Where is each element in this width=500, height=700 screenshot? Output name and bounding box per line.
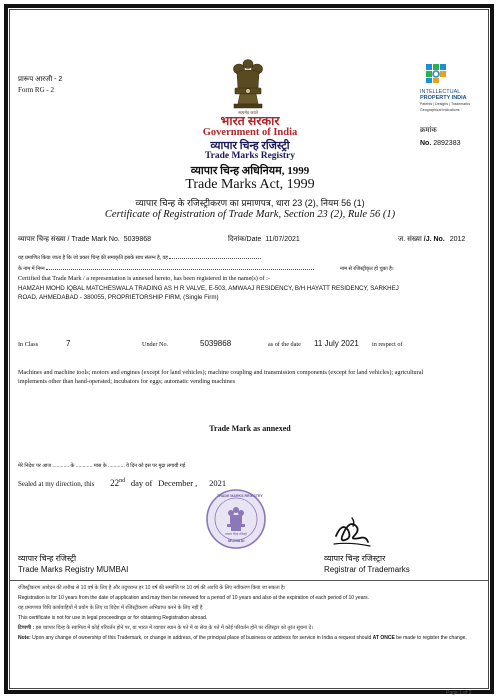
- proprietor-line1: HAMZAH MOHD IQBAL MATCHESWALA TRADING AS H R VALVE, E-503, AMWAAJ RESIDENCY, B/H HAYATT RESIDENCY, SARKHEJ: [18, 285, 399, 292]
- footer-en3-text-b: be made to register the change.: [396, 635, 467, 641]
- header-hindi-cert: व्यापार चिन्ह के रजिस्ट्रीकरण का प्रमाणपत्र, धारा 23 (2), नियम 56 (1): [135, 198, 365, 208]
- serial-label-hindi: क्रमांक: [420, 127, 437, 134]
- respect-label: in respect of: [372, 341, 403, 348]
- left-sign-hindi: व्यापार चिन्ह रजिस्ट्री: [18, 554, 77, 563]
- sealed-day-value: 22: [110, 478, 120, 488]
- trade-mark-number-row: [18, 235, 151, 244]
- journal-label: /J. No.: [423, 236, 445, 243]
- under-no-value: 5039868: [200, 339, 232, 348]
- header-govt: Government of India: [202, 127, 298, 138]
- in-class-label: In Class: [18, 341, 39, 348]
- date-label: /Date: [244, 236, 262, 243]
- sealed-day-of: day of: [130, 478, 153, 488]
- trade-mark-annexed: Trade Mark as annexed: [209, 424, 291, 433]
- footer-en2: This certificate is not for use in legal proceedings or for obtaining Registration abroad.: [18, 615, 208, 621]
- registrar-signature-icon: [330, 512, 374, 550]
- footer-en3: [18, 635, 467, 641]
- goods-line1: Machines and machine tools; motors and engines (except for land vehicles); machine coupling and transmission components (except for land vehicles); agricultural: [18, 369, 424, 376]
- header-cert: Certificate of Registration of Trade Mark, Section 23 (2), Rule 56 (1): [104, 209, 396, 220]
- date-row: [228, 235, 300, 244]
- serial-value: 2892383: [433, 140, 461, 147]
- ip-logo-line1: INTELLECTUAL: [420, 89, 461, 95]
- sealed-row: [18, 478, 226, 488]
- seal-top-text: TRADE MARKS REGISTRY: [217, 494, 263, 498]
- body-hindi-line2: [18, 266, 314, 272]
- sealed-hindi: मेरे निदेश पर आज ............ के ............ मास के ............ वे दिन को इस पर मुद्रा लगायी गई: [18, 463, 186, 469]
- body-hindi-line1: [18, 255, 261, 261]
- footer-en3-bold: AT ONCE: [372, 635, 395, 641]
- body-hindi-line2-text: के नाम में निम्न: [18, 266, 45, 272]
- date-hindi: दिनांक: [228, 236, 245, 243]
- serial-number: [420, 140, 461, 147]
- header-registry: Trade Marks Registry: [204, 151, 296, 161]
- footer-en3-text-a: Upon any change of ownership of this Trademark, or change in address, of the principal place of business or address for service in India a request should: [32, 635, 372, 641]
- ip-logo-line3: Patents | Designs | Trademarks: [420, 102, 471, 106]
- seal-bottom-text: MUMBAI: [228, 538, 245, 543]
- header-hindi-govt: भारत सरकार: [220, 114, 280, 128]
- sealed-text: Sealed at my direction, this: [18, 480, 95, 488]
- ip-india-mark-icon: [412, 62, 482, 84]
- journal-value: 2012: [449, 236, 466, 243]
- footer-hindi2: यह प्रमाणपत्र विधि कार्यवाहियों में प्रयोग के लिए या विदेश में रजिस्ट्रीकरण अभिप्राप्त करने के लिए नहीं है: [18, 605, 203, 611]
- right-sign-hindi: व्यापार चिन्ह रजिस्ट्रार: [324, 554, 386, 563]
- header-act: Trade Marks Act, 1999: [185, 177, 315, 192]
- form-label: Form RG - 2: [18, 86, 54, 94]
- sealed-day-suffix: nd: [119, 478, 126, 484]
- ip-logo-line2: PROPERTY INDIA: [420, 95, 467, 101]
- tm-no-hindi: व्यापार चिन्ह संख्या: [18, 236, 66, 243]
- sealed-day: [110, 478, 125, 488]
- tm-no-value: 5039868: [123, 236, 152, 243]
- class-value: 7: [66, 339, 71, 348]
- as-of-label: as of the date: [268, 341, 301, 348]
- svg-text:सत्यमेव जयते: सत्यमेव जयते: [238, 110, 258, 115]
- serial-label: No.: [420, 140, 432, 147]
- footer-en3-label: Note:: [18, 635, 31, 641]
- footer-en1: Registration is for 10 years from the date of application and may then be renewed for a period of 10 years and also at the expiration of each period of 10 years.: [18, 595, 370, 601]
- page-mark: Page 1 of 2: [446, 690, 472, 696]
- left-sign: Trade Marks Registry MUMBAI: [18, 565, 129, 574]
- tm-no-label: / Trade Mark No.: [67, 236, 120, 243]
- certified-text: Certified that Trade Mark / a representation is annexed hereto, has been registered in the name(s) of :-: [18, 275, 270, 282]
- footer-rule: [10, 580, 488, 581]
- footer-hindi3-label: टिप्पणी :: [18, 625, 35, 631]
- journal-hindi: ज. संख्या: [398, 236, 422, 243]
- right-sign: Registrar of Trademarks: [324, 565, 410, 574]
- body-hindi-line1-end: नाम से रजिस्ट्रीकृत हो चुका है।: [340, 266, 394, 272]
- ip-logo-line4: Geographical Indications: [420, 108, 460, 112]
- as-of-date: 11 July 2021: [314, 339, 359, 348]
- ip-india-logo: [412, 62, 482, 112]
- goods-line2: implements other than hand-operated; incubators for eggs; automatic vending machines: [18, 378, 236, 385]
- sealed-year: 2021: [209, 478, 227, 488]
- sealed-month: December ,: [158, 478, 198, 488]
- journal-row: [398, 235, 465, 244]
- proprietor-line2: ROAD, AHMEDABAD - 380055, PROPRIETORSHIP FIRM, (Single Firm): [18, 294, 219, 301]
- form-label-hindi: प्रारूप आरजी - 2: [18, 76, 63, 83]
- footer-hindi3-text: इस व्यापार चिन्ह के स्वामित्व में कोई परिवर्तन होने पर, या भारत में व्यापार स्थान के पते में या सेवा के पते में कोई परिवर्तन होने पर रजिस्ट्रार को तुरंत सूचना दें।: [35, 625, 314, 631]
- body-hindi-line1-start: यह प्रमाणित किया जाता है कि जो प्रकार चिन्ह की समाकृति इसके साथ संलग्न है, वह: [18, 255, 168, 261]
- seal-hindi-text: व्यापार चिन्ह रजिस्ट्री: [225, 532, 247, 536]
- header-hindi-act: व्यापार चिन्ह अधिनियम, 1999: [190, 165, 310, 177]
- national-emblem-icon: [228, 58, 268, 116]
- footer-hindi3: [18, 625, 313, 631]
- under-no-label: Under No.: [142, 341, 169, 348]
- header-hindi-registry: व्यापार चिन्ह रजिस्ट्री: [210, 140, 290, 152]
- date-value: 11/07/2021: [265, 236, 300, 243]
- footer-hindi1: रजिस्ट्रीकरण आवेदन की तारीख से 10 वर्ष के लिए है और तदुपरान्त हर 10 वर्ष की समाप्ति पर 10 वर्ष की अवधि के लिए नवीकरण किया जा सकता है।: [18, 585, 286, 591]
- registry-seal: [205, 488, 267, 550]
